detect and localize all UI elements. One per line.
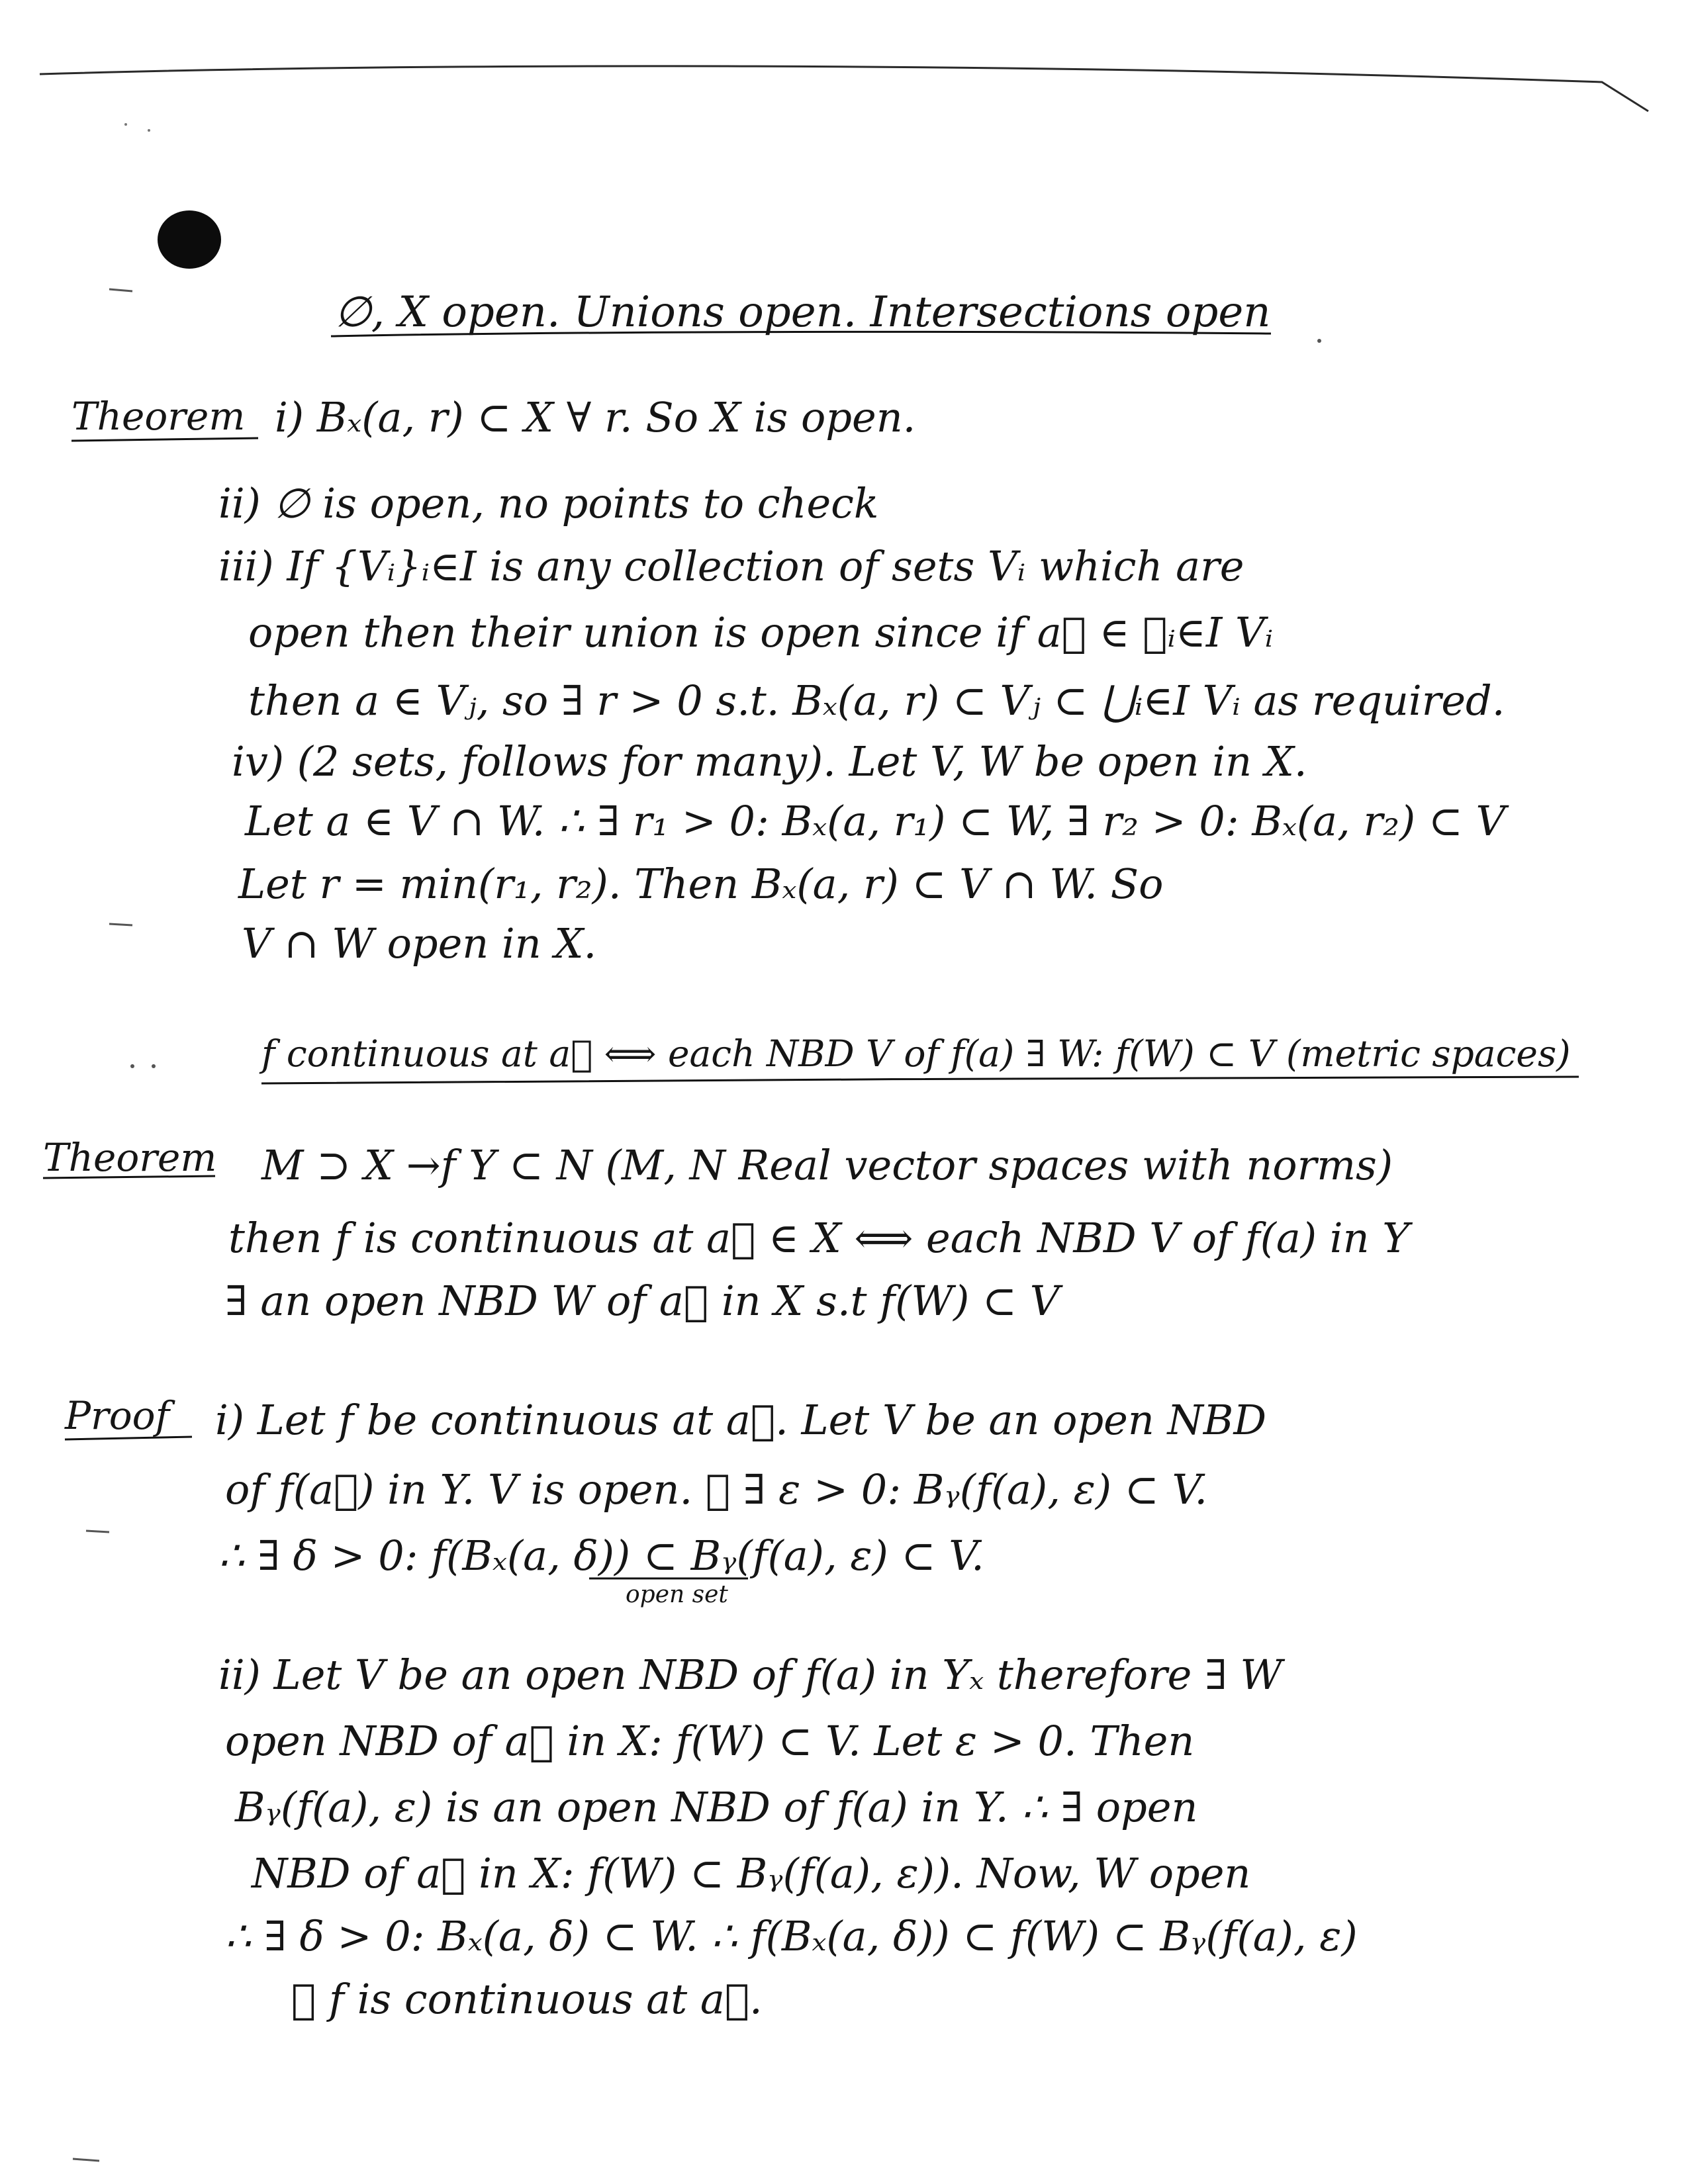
- margin-mark: [109, 924, 132, 925]
- theorem2-line: M ⊃ X →f Y ⊂ N (M, N Real vector spaces with norms): [261, 1141, 1393, 1189]
- proof-part1-line: of f(a⃗) in Y. V is open. ∴ ∃ ε > 0: Bᵧ(f(a), ε) ⊂ V.: [225, 1465, 1208, 1514]
- proof-part2-line: Bᵧ(f(a), ε) is an open NBD of f(a) in Y. ∴ ∃ open: [235, 1783, 1198, 1831]
- theorem1-line: i) Bₓ(a, r) ⊂ X ∀ r. So X is open.: [275, 393, 916, 441]
- theorem1-line: ii) ∅ is open, no points to check: [218, 479, 879, 527]
- theorem2-line: then f is continuous at a⃗ ∈ X ⟺ each NBD V of f(a) in Y: [228, 1214, 1410, 1262]
- top-rule-line: [40, 66, 1648, 111]
- theorem1-line: iv) (2 sets, follows for many). Let V, W be open in X.: [232, 737, 1307, 786]
- speck: [124, 123, 127, 126]
- proof-part2-line: open NBD of a⃗ in X: f(W) ⊂ V. Let ε > 0. Then: [225, 1717, 1195, 1765]
- heading-underline: [261, 1077, 1579, 1083]
- speck: [130, 1064, 134, 1068]
- theorem1-line: open then their union is open since if a⃗ ∈ ⋃ᵢ∈I Vᵢ: [248, 608, 1274, 657]
- proof-label: Proof: [65, 1393, 170, 1438]
- theorem-label: Theorem: [43, 1135, 217, 1180]
- ink-blot: [158, 210, 221, 269]
- proof-part2-line: ∴ f is continuous at a⃗.: [291, 1975, 763, 2023]
- proof-part2-line: NBD of a⃗ in X: f(W) ⊂ Bᵧ(f(a), ε)). Now, W open: [252, 1849, 1251, 1897]
- margin-mark: [73, 2159, 99, 2161]
- theorem1-line: then a ∈ Vⱼ, so ∃ r > 0 s.t. Bₓ(a, r) ⊂ Vⱼ ⊂ ⋃ᵢ∈I Vᵢ as required.: [248, 676, 1505, 725]
- margin-mark: [109, 289, 132, 291]
- speck: [148, 129, 150, 132]
- theorem2-line: ∃ an open NBD W of a⃗ in X s.t f(W) ⊂ V: [225, 1277, 1060, 1325]
- theorem1-line: Let r = min(r₁, r₂). Then Bₓ(a, r) ⊂ V ∩ W. So: [238, 860, 1164, 908]
- theorem-label: Theorem: [71, 394, 246, 439]
- theorem1-line: V ∩ W open in X.: [242, 919, 597, 968]
- section1-heading: ∅, X open. Unions open. Intersections open: [334, 288, 1271, 337]
- margin-mark: [86, 1531, 109, 1532]
- theorem1-line: iii) If {Vᵢ}ᵢ∈I is any collection of sets Vᵢ which are: [218, 542, 1244, 590]
- speck: [152, 1064, 156, 1068]
- proof-part2-line: ∴ ∃ δ > 0: Bₓ(a, δ) ⊂ W. ∴ f(Bₓ(a, δ)) ⊂ f(W) ⊂ Bᵧ(f(a), ε): [225, 1912, 1358, 1960]
- section2-heading: f continuous at a⃗ ⟺ each NBD V of f(a) ∃ W: f(W) ⊂ V (metric spaces): [261, 1032, 1571, 1075]
- theorem1-line: Let a ∈ V ∩ W. ∴ ∃ r₁ > 0: Bₓ(a, r₁) ⊂ W, ∃ r₂ > 0: Bₓ(a, r₂) ⊂ V: [245, 797, 1506, 845]
- proof-part1-line: ∴ ∃ δ > 0: f(Bₓ(a, δ)) ⊂ Bᵧ(f(a), ε) ⊂ V.: [218, 1531, 984, 1580]
- proof-part1-line: i) Let f be continuous at a⃗. Let V be an open NBD: [215, 1396, 1267, 1444]
- underbrace-note: open set: [626, 1581, 728, 1608]
- speck: [1317, 339, 1321, 343]
- proof-part2-line: ii) Let V be an open NBD of f(a) in Yₓ therefore ∃ W: [218, 1651, 1283, 1699]
